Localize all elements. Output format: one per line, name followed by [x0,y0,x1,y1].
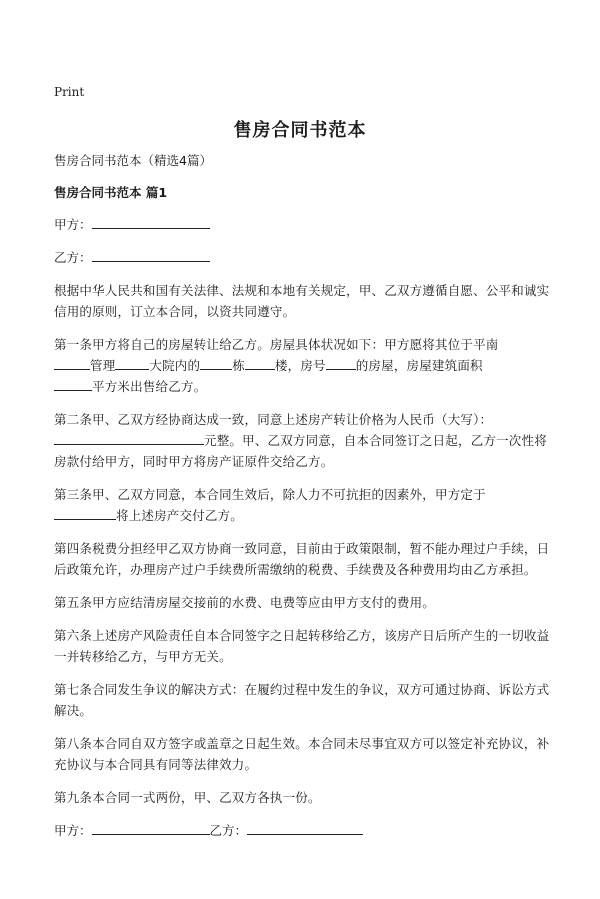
signature-row [54,820,554,841]
clause-1-text-5: 楼，房号 [274,358,326,373]
signature-a-blank [92,820,210,835]
clause-1-blank-yard [200,355,232,370]
clause-1-text-4: 栋 [232,358,245,373]
signature-b-blank [247,820,363,835]
signature-b-label: 乙方： [209,823,248,838]
clause-1-blank-management [115,355,149,370]
intro-paragraph: 根据中华人民共和国有关法律、法规和本地有关规定，甲、乙双方遵循自愿、公平和诚实信用的原则，订立本合同，以资共同遵守。 [54,283,550,319]
clause-3-text: 第三条甲、乙双方同意，本合同生效后，除人力不可抗拒的因素外，甲方定于 [54,487,486,502]
clause-4: 第四条税费分担经甲乙双方协商一致同意，目前由于政策限制，暂不能办理过户手续，日后政策允许，办理房产过户手续费所需缴纳的税费、手续费及各种费用均由乙方承担。 [54,541,550,577]
document-title: 售房合同书范本 [233,120,367,141]
clause-1-text: 第一条甲方将自己的房屋转让给乙方。房屋具体状况如下：甲方愿将其位于平南 [54,337,499,352]
party-a-blank [92,214,210,229]
document-subtitle: 售房合同书范本（精选4篇） [54,153,212,168]
clause-6: 第六条上述房产风险责任自本合同签字之日起转移给乙方，该房产日后所产生的一切收益一并转移给乙方，与甲方无关。 [54,628,550,664]
clause-5: 第五条甲方应结清房屋交接前的水费、电费等应由甲方支付的费用。 [54,595,436,610]
clause-1-text-6: 的房屋，房屋建筑面积 [355,358,483,373]
clause-1-text-7: 平方米出售给乙方。 [92,379,207,394]
party-b-blank [92,247,210,262]
clause-1-blank-building [245,355,275,370]
party-b-label: 乙方： [54,250,92,265]
clause-1-blank-area [54,376,92,391]
clause-1-blank-room [326,355,356,370]
document-body [54,150,554,853]
clause-2 [54,409,554,472]
clause-9: 第九条本合同一式两份，甲、乙双方各执一份。 [54,790,321,805]
print-link[interactable]: Print [54,85,85,99]
clause-7: 第七条合同发生争议的解决方式：在履约过程中发生的争议，双方可通过协商、诉讼方式解决。 [54,682,550,718]
clause-3 [54,484,554,526]
clause-1 [54,334,554,397]
clause-2-text: 第二条甲、乙双方经协商达成一致，同意上述房产转让价格为人民币（大写）： [54,412,493,427]
clause-1-blank-location [54,355,90,370]
clause-2-text-2: 元整。甲、乙双方同意，自本合同签订之日起，乙方一次性将房款付给甲方，同时甲方将房产证原件交给乙方。 [54,433,547,469]
clause-3-text-2: 将上述房产交付乙方。 [116,508,244,523]
section-heading: 售房合同书范本 篇1 [54,185,168,200]
party-b-field [54,247,554,268]
signature-a-label: 甲方： [54,823,92,838]
party-a-label: 甲方： [54,217,92,232]
clause-1-text-3: 大院内的 [149,358,201,373]
party-a-field [54,214,554,235]
clause-1-text-2: 管理 [90,358,116,373]
clause-8: 第八条本合同自双方签字或盖章之日起生效。本合同未尽事宜双方可以签定补充协议，补充协议与本合同具有同等法律效力。 [54,736,550,772]
clause-2-blank-price [54,430,204,445]
clause-3-blank-date [54,505,116,520]
